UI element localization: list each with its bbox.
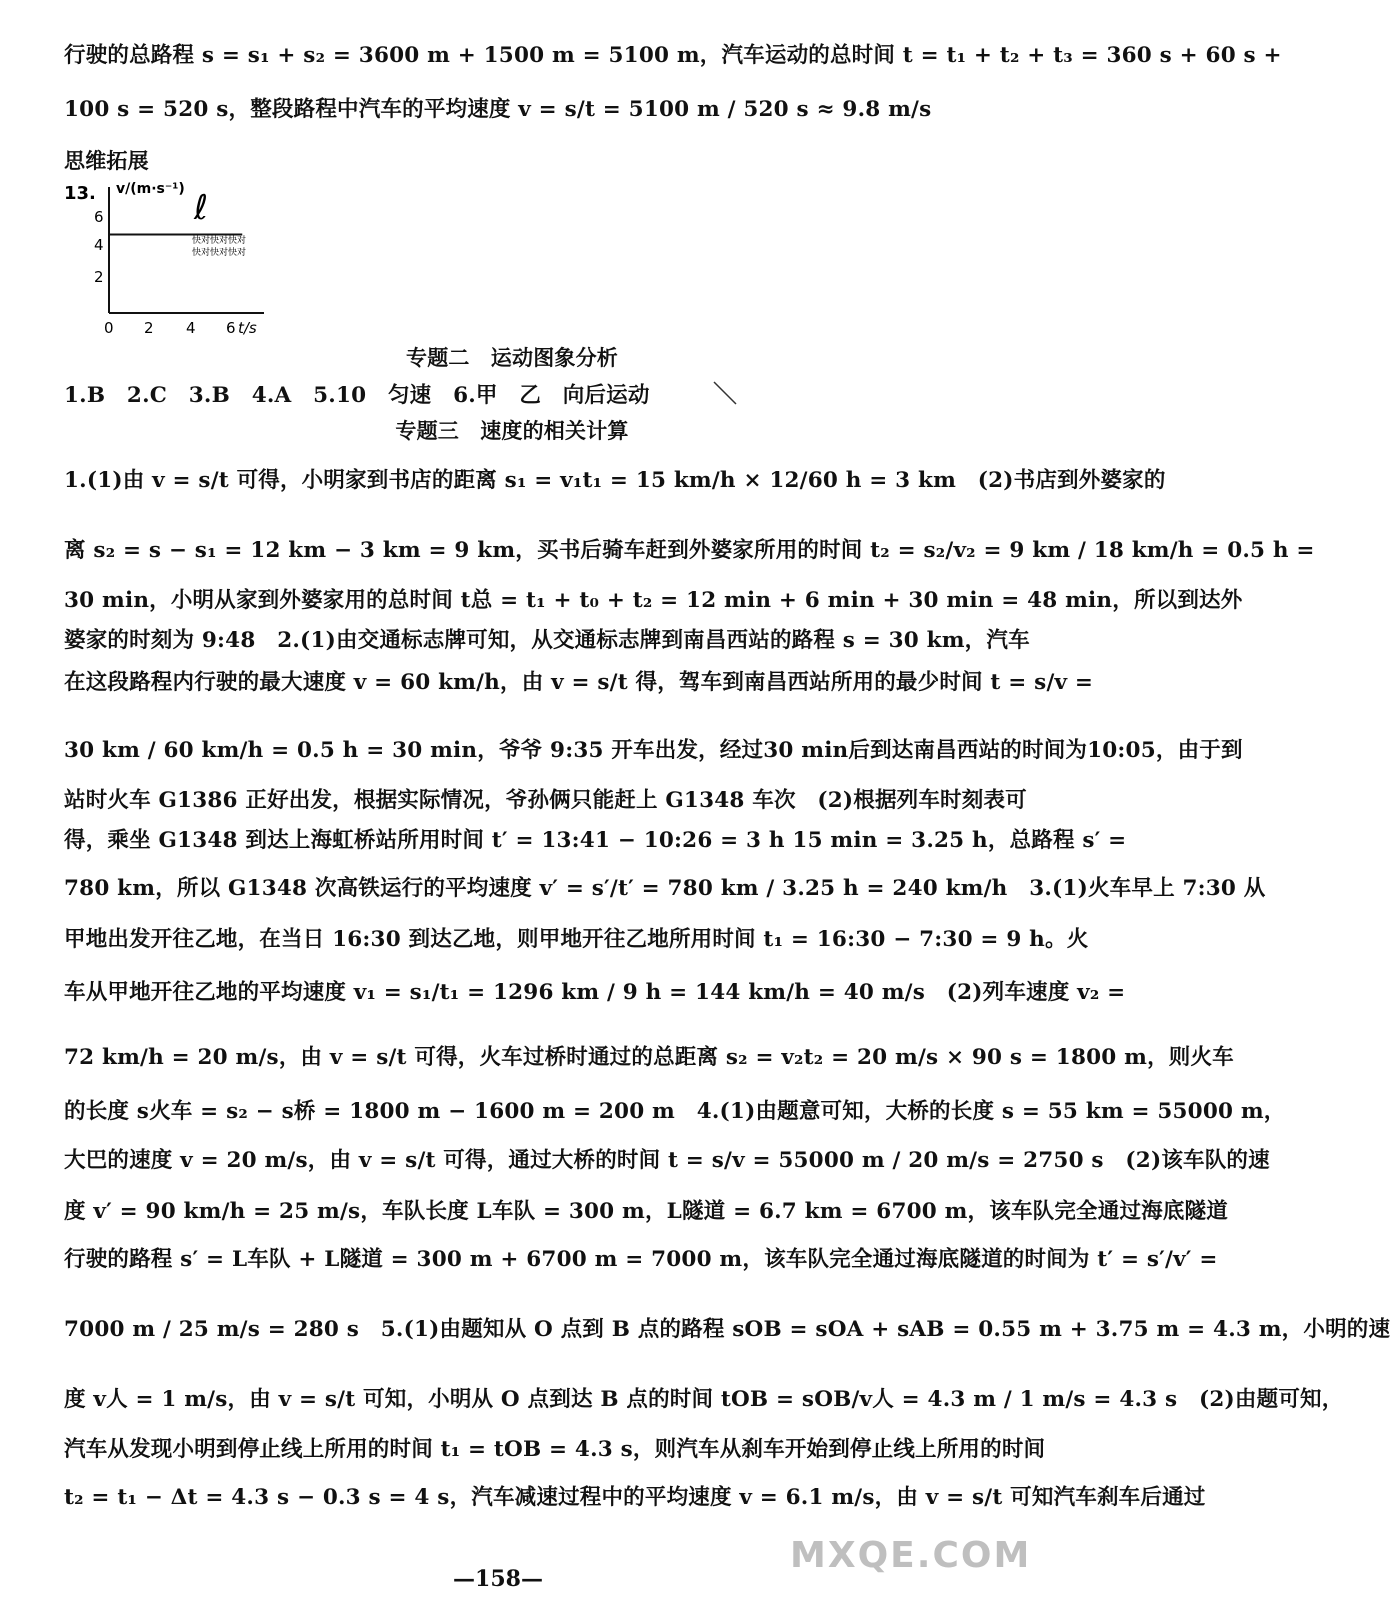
text-line-12: 甲地出发开往乙地，在当日 16:30 到达乙地，则甲地开往乙地所用时间 t₁ = 16:30 − 7:30 = 9 h。火 [64,927,1089,952]
topic2-title: 专题二 运动图象分析 [406,345,618,370]
text-line-13: 车从甲地开往乙地的平均速度 v₁ = s₁/t₁ = 1296 km / 9 h = 144 km/h = 40 m/s (2)列车速度 v₂ = [64,980,1126,1005]
figure-note-1: 快对快对快对 [192,236,247,246]
text-line-4: 离 s₂ = s − s₁ = 12 km − 3 km = 9 km，买书后骑车赶到外婆家所用的时间 t₂ = s₂/v₂ = 9 km / 18 km/h = 0.5 h = [64,538,1315,563]
x-tick-6: 6 [226,319,236,337]
y-tick-4: 4 [94,236,104,254]
text-line-17: 度 v′ = 90 km/h = 25 m/s，车队长度 L车队 = 300 m，L隧道 = 6.7 km = 6700 m，该车队完全通过海底隧道 [64,1199,1228,1224]
text-line-14: 72 km/h = 20 m/s，由 v = s/t 可得，火车过桥时通过的总距离 s₂ = v₂t₂ = 20 m/s × 90 s = 1800 m，则火车 [64,1045,1234,1070]
text-line-5: 30 min，小明从家到外婆家用的总时间 t总 = t₁ + t₀ + t₂ = 12 min + 6 min + 30 min = 48 min，所以到达外 [64,588,1243,613]
velocity-time-graph [64,175,304,340]
page-number: —158— [453,1566,543,1592]
x-tick-0: 0 [104,319,114,337]
text-line-1: 行驶的总路程 s = s₁ + s₂ = 3600 m + 1500 m = 5100 m，汽车运动的总时间 t = t₁ + t₂ + t₃ = 360 s + 60 s + [64,43,1282,68]
text-line-3: 1.(1)由 v = s/t 可得，小明家到书店的距离 s₁ = v₁t₁ = 15 km/h × 12/60 h = 3 km (2)书店到外婆家的 [64,468,1166,493]
figure-question-number: 13. [64,183,96,204]
text-line-6: 婆家的时刻为 9:48 2.(1)由交通标志牌可知，从交通标志牌到南昌西站的路程 s = 30 km，汽车 [64,628,1030,653]
handwritten-mark: ℓ [194,188,209,228]
watermark: MXQE.COM [790,1535,1032,1576]
text-line-2: 100 s = 520 s，整段路程中汽车的平均速度 v = s/t = 5100 m / 520 s ≈ 9.8 m/s [64,97,932,122]
x-tick-4: 4 [186,319,196,337]
text-line-11: 780 km，所以 G1348 次高铁运行的平均速度 v′ = s′/t′ = 780 km / 3.25 h = 240 km/h 3.(1)火车早上 7:30 从 [64,876,1266,901]
topic3-title: 专题三 速度的相关计算 [395,418,629,443]
stray-pen-mark [712,380,738,406]
text-line-18: 行驶的路程 s′ = L车队 + L隧道 = 300 m + 6700 m = 7000 m，该车队完全通过海底隧道的时间为 t′ = s′/v′ = [64,1247,1218,1272]
figure-note-2: 快对快对快对 [192,248,247,258]
text-line-20: 度 v人 = 1 m/s，由 v = s/t 可知，小明从 O 点到达 B 点的时间 tOB = sOB/v人 = 4.3 m / 1 m/s = 4.3 s (2)由题可知， [64,1387,1344,1412]
x-tick-2: 2 [144,319,154,337]
y-tick-6: 6 [94,208,104,226]
topic2-answers: 1.B 2.C 3.B 4.A 5.10 匀速 6.甲 乙 向后运动 [64,383,650,408]
text-line-19: 7000 m / 25 m/s = 280 s 5.(1)由题知从 O 点到 B 点的路程 sOB = sOA + sAB = 0.55 m + 3.75 m = 4.3 m，小明的速 [64,1317,1390,1342]
text-line-15: 的长度 s火车 = s₂ − s桥 = 1800 m − 1600 m = 200 m 4.(1)由题意可知，大桥的长度 s = 55 km = 55000 m， [64,1099,1286,1124]
x-axis-label: t/s [238,319,257,337]
text-line-7: 在这段路程内行驶的最大速度 v = 60 km/h，由 v = s/t 得，驾车到南昌西站所用的最少时间 t = s/v = [64,670,1094,695]
y-axis-label: v/(m·s⁻¹) [116,181,185,197]
text-line-8: 30 km / 60 km/h = 0.5 h = 30 min，爷爷 9:35 开车出发，经过30 min后到达南昌西站的时间为10:05，由于到 [64,738,1243,763]
text-line-22: t₂ = t₁ − Δt = 4.3 s − 0.3 s = 4 s，汽车减速过程中的平均速度 v = 6.1 m/s，由 v = s/t 可知汽车刹车后通过 [64,1485,1206,1510]
text-line-21: 汽车从发现小明到停止线上所用的时间 t₁ = tOB = 4.3 s，则汽车从刹车开始到停止线上所用的时间 [64,1437,1046,1462]
text-line-9: 站时火车 G1386 正好出发，根据实际情况，爷孙俩只能赶上 G1348 车次 (2)根据列车时刻表可 [64,788,1027,813]
text-line-10: 得，乘坐 G1348 到达上海虹桥站所用时间 t′ = 13:41 − 10:26 = 3 h 15 min = 3.25 h，总路程 s′ = [64,828,1127,853]
y-tick-2: 2 [94,268,104,286]
section-heading-thinking-extension: 思维拓展 [64,148,149,173]
text-line-16: 大巴的速度 v = 20 m/s，由 v = s/t 可得，通过大桥的时间 t = s/v = 55000 m / 20 m/s = 2750 s (2)该车队的速 [64,1148,1270,1173]
